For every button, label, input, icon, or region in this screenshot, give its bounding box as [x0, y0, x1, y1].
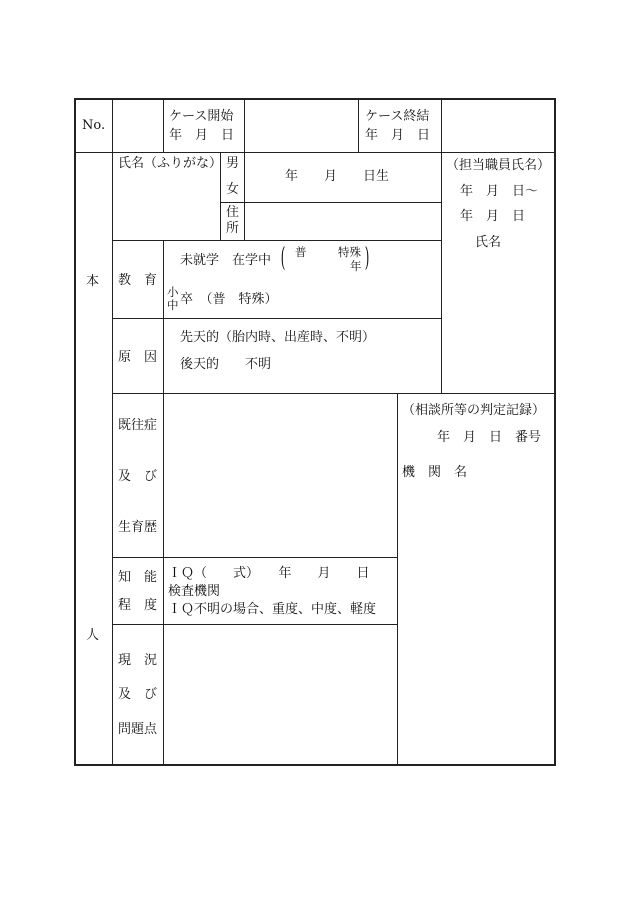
education-grad-elementary: 小 — [167, 285, 179, 299]
consult-date-number: 年 月 日 番号 — [437, 430, 542, 445]
cause-history-divider — [112, 393, 556, 394]
case-end-date: 年 月 日 — [365, 128, 431, 143]
intelligence-iq: ＩＱ（ 式） 年 月 日 — [168, 566, 370, 581]
history-label-1: 既往症 — [118, 418, 158, 433]
staff-name-label: 氏名 — [475, 235, 502, 250]
border-left — [74, 98, 76, 766]
case-start-date: 年 月 日 — [169, 128, 235, 143]
history-intelligence-divider — [112, 557, 397, 558]
header-divider-4 — [358, 98, 359, 152]
intelligence-label-2: 程 度 — [118, 598, 158, 613]
intelligence-agency: 検査機関 — [168, 584, 221, 599]
staff-title: （担当職員氏名） — [446, 158, 551, 173]
staff-date-to: 年 月 日 — [460, 209, 526, 224]
header-divider-2 — [163, 98, 164, 152]
sex-date-divider — [244, 152, 245, 240]
address-label-2: 所 — [226, 221, 240, 236]
intelligence-label-1: 知 能 — [118, 570, 158, 585]
education-label: 教 育 — [118, 273, 158, 288]
education-status: 未就学 在学中 — [180, 253, 272, 268]
staff-column-divider — [441, 152, 442, 393]
person-column-divider — [112, 152, 113, 764]
address-label-1: 住 — [226, 205, 240, 220]
history-label-3: 生育歴 — [118, 520, 158, 535]
header-divider-3 — [244, 98, 245, 152]
education-type-regular: 普 — [295, 245, 307, 259]
intelligence-current-divider — [112, 624, 397, 625]
case-end-label: ケース終結 — [365, 109, 430, 124]
person-label-bottom: 人 — [86, 628, 100, 643]
header-divider-1 — [112, 98, 113, 152]
sex-male-label: 男 — [226, 156, 240, 171]
border-right — [554, 98, 556, 766]
consult-agency: 機 関 名 — [402, 465, 468, 480]
cause-congenital: 先天的（胎内時、出産時、不明） — [180, 330, 376, 345]
border-bottom — [74, 764, 556, 766]
history-label-2: 及 び — [118, 469, 158, 484]
case-start-label: ケース開始 — [169, 109, 234, 124]
education-paren-close: ) — [364, 243, 370, 273]
cause-acquired: 後天的 不明 — [180, 357, 272, 372]
sex-female-label: 女 — [226, 182, 240, 197]
education-type-special: 特殊 — [338, 245, 361, 259]
current-label-2: 及 び — [118, 687, 158, 702]
education-grad-junior: 中 — [167, 298, 179, 312]
current-label-1: 現 況 — [118, 653, 158, 668]
name-label: 氏名（ふりがな） — [118, 156, 223, 171]
header-divider-5 — [441, 98, 442, 152]
no-label: No. — [82, 118, 106, 133]
staff-date-from: 年 月 日～ — [460, 184, 539, 199]
consult-title: （相談所等の判定記録） — [402, 403, 546, 418]
header-row-divider — [74, 152, 556, 153]
intelligence-unknown: ＩＱ不明の場合、重度、中度、軽度 — [168, 602, 377, 617]
cause-label: 原 因 — [118, 350, 158, 365]
education-paren-open: ( — [280, 243, 286, 273]
person-label-top: 本 — [86, 274, 100, 289]
sex-address-divider — [220, 202, 441, 203]
birth-date-label: 年 月 日生 — [285, 169, 390, 184]
border-top — [74, 98, 556, 100]
current-label-3: 問題点 — [118, 722, 158, 737]
education-cause-divider — [112, 318, 441, 319]
name-education-divider — [112, 240, 441, 241]
education-graduation: 卒 （普 特殊） — [180, 292, 278, 307]
education-grade: 年 — [350, 259, 362, 273]
consult-column-divider — [397, 393, 398, 764]
